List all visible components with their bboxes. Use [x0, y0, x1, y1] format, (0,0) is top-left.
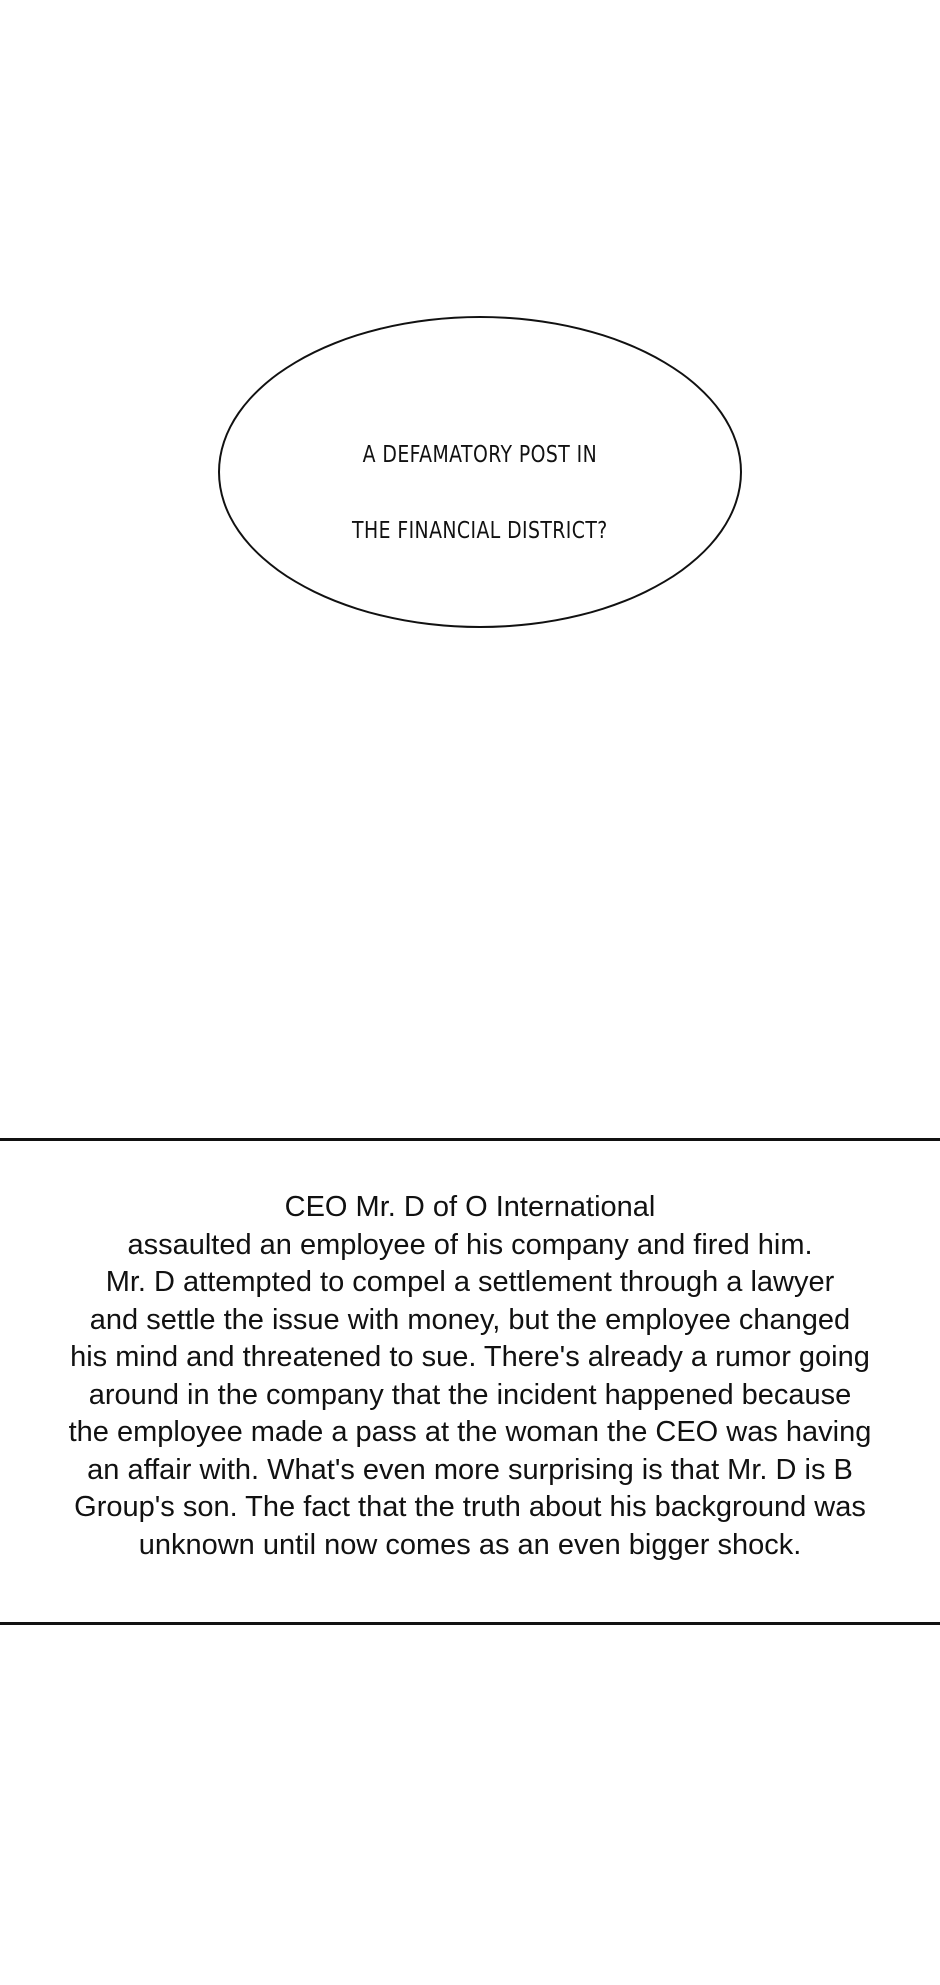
article-line: CEO Mr. D of O International	[284, 1191, 656, 1223]
article-line: his mind and threatened to sue. There's already a rumor going	[70, 1341, 870, 1373]
article-text	[30, 1189, 910, 1564]
article-line: unknown until now comes as an even bigger shock.	[138, 1528, 802, 1561]
panel-divider-top	[0, 1138, 940, 1141]
speech-bubble-line: THE FINANCIAL DISTRICT?	[352, 518, 608, 544]
article-line: the employee made a pass at the woman the CEO was having	[68, 1416, 872, 1448]
article-line: Mr. D attempted to compel a settlement through a lawyer	[105, 1266, 835, 1298]
article-line: and settle the issue with money, but the employee changed	[89, 1303, 851, 1336]
article-line: an affair with. What's even more surprising is that Mr. D is B	[87, 1453, 853, 1486]
article-line: assaulted an employee of his company and fired him.	[127, 1228, 813, 1261]
article-line: around in the company that the incident happened because	[88, 1378, 852, 1411]
speech-bubble-line: A DEFAMATORY POST IN	[362, 442, 598, 468]
speech-bubble	[218, 316, 742, 628]
panel-divider-bottom	[0, 1622, 940, 1625]
article-line: Group's son. The fact that the truth about his background was	[74, 1491, 866, 1523]
speech-bubble-text	[352, 398, 608, 550]
